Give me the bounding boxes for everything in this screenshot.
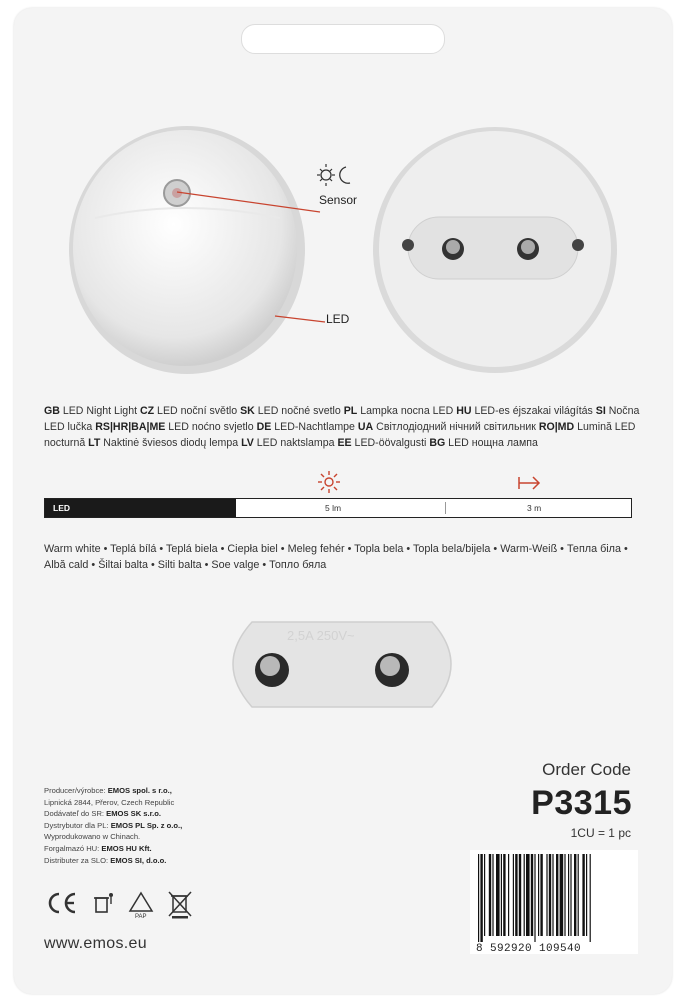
barcode-bar — [478, 854, 479, 942]
sensor-label: Sensor — [319, 193, 358, 207]
spec-led-cell: LED — [45, 499, 236, 517]
luminous-flux-value: 5 lm — [325, 503, 342, 513]
language-text: LED Night Light — [59, 405, 140, 417]
language-text: Світлодіодний нічний світильник — [373, 421, 539, 433]
barcode-bar — [556, 854, 558, 936]
order-code: P3315 — [531, 784, 632, 822]
language-text: LED naktslampa — [253, 437, 338, 449]
barcode-bar — [503, 854, 505, 936]
barcode-bar — [546, 854, 547, 936]
barcode-bar — [489, 854, 491, 936]
language-text: LED noční světlo — [154, 405, 241, 417]
multilingual-description — [44, 403, 644, 451]
spec-divider — [445, 502, 446, 514]
language-text: LED-öövalgusti — [351, 437, 430, 449]
language-code: UA — [357, 421, 374, 433]
barcode-bar — [540, 854, 542, 936]
barcode-bar — [526, 854, 530, 936]
language-code: HU — [456, 405, 472, 417]
spec-bar — [44, 498, 632, 518]
consumer-unit: 1CU = 1 pc — [570, 826, 631, 840]
language-text: LED nočné svetlo — [254, 405, 344, 417]
barcode-bar — [508, 854, 509, 936]
language-text: Lampka nocna LED — [357, 405, 457, 417]
producer-info — [44, 785, 244, 866]
barcode-bar — [524, 854, 525, 936]
language-text: LED нощна лампа — [445, 437, 538, 449]
plug-marking: 2,5A 250V~ — [287, 628, 355, 643]
barcode-bar — [515, 854, 517, 936]
barcode-bar — [501, 854, 502, 936]
day-night-icon — [316, 161, 356, 191]
barcode-bar — [552, 854, 553, 936]
language-code: GB — [44, 405, 60, 417]
barcode-bar — [549, 854, 551, 936]
sun-rays-icon — [316, 470, 342, 494]
barcode-bar — [568, 854, 569, 936]
arrow-range-icon — [517, 474, 543, 492]
language-text: LED-es éjszakai világítás — [471, 405, 596, 417]
language-code: LV — [241, 437, 254, 449]
barcode-bar — [564, 854, 565, 936]
language-text: LED-Nachtlampe — [271, 421, 358, 433]
range-value: 3 m — [527, 503, 542, 513]
language-code: RO|MD — [538, 421, 575, 433]
producer-line: Forgalmazó HU: EMOS HU Kft. — [44, 843, 152, 853]
barcode-bar — [531, 854, 533, 936]
barcode-bar — [496, 854, 500, 936]
barcode-bar — [492, 854, 493, 936]
language-code: LT — [88, 437, 101, 449]
night-light-back-image — [368, 123, 623, 378]
callout-lines — [175, 190, 365, 330]
language-text: LED noćno svjetlo — [165, 421, 257, 433]
recycle-pap-icon — [126, 890, 156, 920]
producer-line: Dodávateľ do SR: EMOS SK s.r.o. — [44, 809, 162, 819]
svg-text:PAP: PAP — [135, 914, 147, 920]
barcode-bar — [560, 854, 564, 936]
language-text: Naktinė šviesos diodų lempa — [100, 437, 242, 449]
barcode-bar — [538, 854, 539, 936]
wee-bin-icon — [88, 890, 116, 918]
producer-line: Lipnická 2844, Přerov, Czech Republic — [44, 797, 175, 807]
barcode-bar — [586, 854, 587, 936]
language-code: CZ — [139, 405, 155, 417]
language-code: PL — [343, 405, 358, 417]
website-url: www.emos.eu — [44, 935, 147, 952]
producer-line: Wyprodukowano w Chinach. — [44, 832, 141, 842]
barcode-bar — [519, 854, 521, 936]
barcode-bar — [590, 854, 591, 942]
crossed-bin-icon — [166, 890, 194, 920]
producer-line: Producer/výrobce: EMOS spol. s r.o., — [44, 786, 172, 795]
barcode-digits: 8 592920 109540 — [476, 943, 582, 955]
producer-line: Distributer za SLO: EMOS SI, d.o.o. — [44, 855, 167, 865]
order-code-label: Order Code — [542, 760, 631, 779]
language-code: BG — [429, 437, 446, 449]
barcode-bar — [582, 854, 584, 936]
language-code: SI — [595, 405, 606, 417]
barcode-bar — [484, 854, 485, 936]
barcode-bar — [534, 854, 535, 942]
barcode-bar — [513, 854, 514, 936]
barcode-bar — [574, 854, 576, 936]
language-code: EE — [337, 437, 352, 449]
producer-line: Dystrybutor dla PL: EMOS PL Sp. z o.o., — [44, 820, 183, 830]
ce-mark-icon — [44, 890, 78, 916]
ean-barcode — [470, 850, 638, 954]
language-code: RS|HR|BA|ME — [95, 421, 166, 433]
barcode-bar — [578, 854, 579, 936]
euro-plug-image — [212, 612, 472, 717]
compliance-marks — [44, 890, 194, 930]
language-code: SK — [240, 405, 255, 417]
hang-hole — [241, 24, 445, 54]
language-code: DE — [256, 421, 272, 433]
language-text: Lumină LED nocturnă — [44, 421, 636, 449]
color-temperature-text: Warm white • Teplá bílá • Teplá biela • Ciepła biel • Meleg fehér • Topla bela • Topla bela/bijela • Warm-Weiß • Тепла біла • Albă cald • Šiltai balta • Silti balta • Soe valge • Топло бяла — [44, 543, 628, 571]
barcode-bar — [480, 854, 482, 942]
language-text: Nočna LED lučka — [44, 405, 640, 433]
led-label: LED — [326, 312, 350, 326]
barcode-bar — [570, 854, 571, 936]
